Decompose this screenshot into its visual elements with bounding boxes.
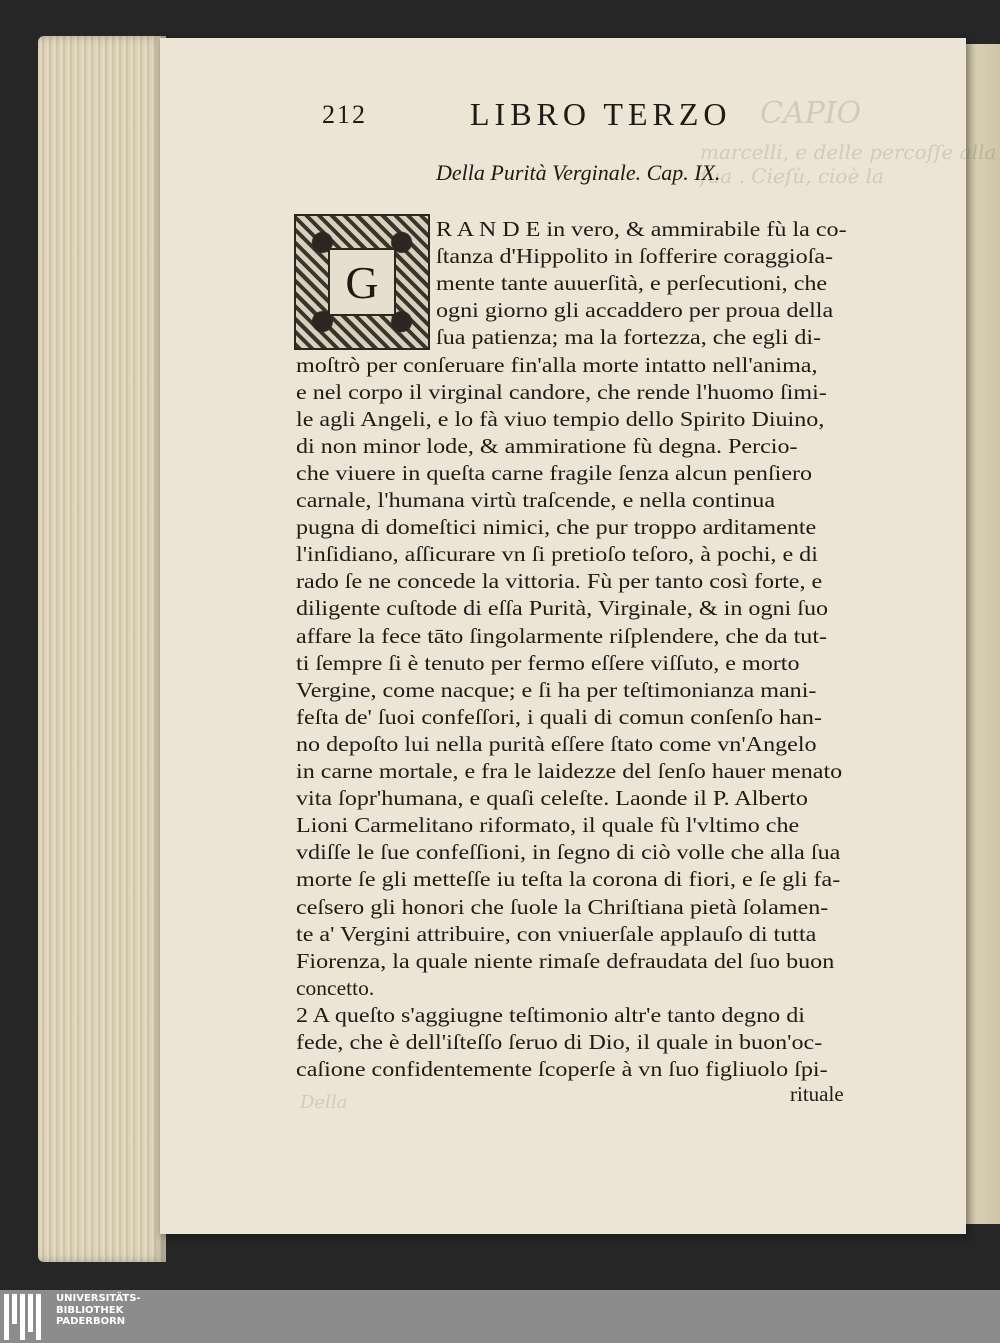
text-line: 2 A queſto s'aggiugne teſtimonio altr'e tanto degno di	[296, 1002, 805, 1027]
text-line: Fiorenza, la quale niente rimaſe defraudata del ſuo buon	[296, 948, 835, 973]
logo-line: UNIVERSITÄTS-	[56, 1293, 141, 1304]
text-line: mente tante auuerſità, e perſecutioni, che	[436, 271, 828, 296]
initial-letter: G	[328, 248, 396, 316]
logo-line: PADERBORN	[56, 1316, 126, 1327]
chapter-title: Della Purità Verginale. Cap. IX.	[436, 160, 721, 185]
text-line: di non minor lode, & ammiratione fù degna. Percio-	[296, 433, 798, 458]
text-line: caſione confidentemente ſcoperſe à vn ſuo figliuolo ſpi-	[296, 1057, 828, 1082]
text-line: l'inſidiano, aſſicurare vn ſi pretioſo teſoro, à pochi, e di	[296, 542, 818, 567]
text-line: no depoſto lui nella purità eſſere ſtato come vn'Angelo	[296, 731, 817, 756]
text-line: morte ſe gli metteſſe iu teſta la corona di fiori, e ſe gli fa-	[296, 867, 841, 892]
text-line: diligente cuſtode di eſſa Purità, Virginale, & in ogni ſuo	[296, 596, 829, 621]
page-header	[322, 96, 762, 136]
text-line: ti ſempre ſi è tenuto per fermo eſſere viſſuto, e morto	[296, 650, 800, 675]
text-line: vdiſſe le ſue confeſſioni, in ſegno di ciò volle che alla ſua	[296, 840, 841, 865]
library-logo-icon	[4, 1294, 52, 1340]
text-line: ceſsero gli honori che ſuole la Chriſtiana pietà ſolamen-	[296, 894, 829, 919]
text-line: vita ſopr'humana, e quaſi celeſte. Laonde il P. Alberto	[296, 786, 808, 811]
text-line: ſtanza d'Hippolito in ſofferire coraggioſa-	[436, 244, 834, 269]
running-title: LIBRO TERZO	[470, 96, 732, 132]
text-line: feſta de' ſuoi confeſſori, i quali di comun conſenſo han-	[296, 704, 822, 729]
text-line: te a' Vergini attribuire, con vniuerſale applauſo di tutta	[296, 921, 817, 946]
text-line: rado ſe ne concede la vittoria. Fù per tanto così forte, e	[296, 569, 823, 594]
text-line: concetto.	[296, 975, 375, 1000]
text-line: affare la fece tāto ſingolarmente riſplendere, che da tut-	[296, 623, 828, 648]
catchword: rituale	[790, 1082, 844, 1106]
text-line: ogni giorno gli accaddero per proua della	[436, 298, 834, 323]
text-line: ſua patienza; ma la fortezza, che egli di-	[436, 325, 822, 350]
page-number: 212	[322, 100, 367, 129]
book-page-stack	[38, 36, 166, 1262]
library-logo-text	[56, 1293, 141, 1328]
text-line: carnale, l'humana virtù traſcende, e nella continua	[296, 488, 776, 512]
text-line: moſtrò per conſeruare fin'alla morte intatto nell'anima,	[296, 352, 818, 377]
facing-page-edge	[962, 44, 1000, 1224]
logo-line: BIBLIOTHEK	[56, 1304, 124, 1316]
text-line: Vergine, come nacque; e ſi ha per teſtimonianza mani-	[296, 677, 817, 702]
footer-bar	[0, 1290, 1000, 1343]
text-line: R A N D E in vero, & ammirabile fù la co-	[436, 217, 847, 241]
text-line: che viuere in queſta carne fragile ſenza alcun penſiero	[296, 460, 813, 485]
decorated-initial	[294, 214, 430, 350]
text-line: le agli Angeli, e lo fà viuo tempio dello Spirito Diuino,	[296, 406, 825, 431]
text-line: in carne mortale, e fra le laidezze del ſenſo hauer menato	[296, 759, 843, 783]
text-line: Lioni Carmelitano riformato, il quale fù l'vltimo che	[296, 813, 800, 838]
text-line: fede, che è dell'iſteſſo ſeruo di Dio, il quale in buon'oc-	[296, 1030, 823, 1054]
text-line: e nel corpo il virginal candore, che rende l'huomo ſimi-	[296, 379, 827, 404]
text-line: pugna di domeſtici nimici, che pur troppo arditamente	[296, 515, 817, 540]
